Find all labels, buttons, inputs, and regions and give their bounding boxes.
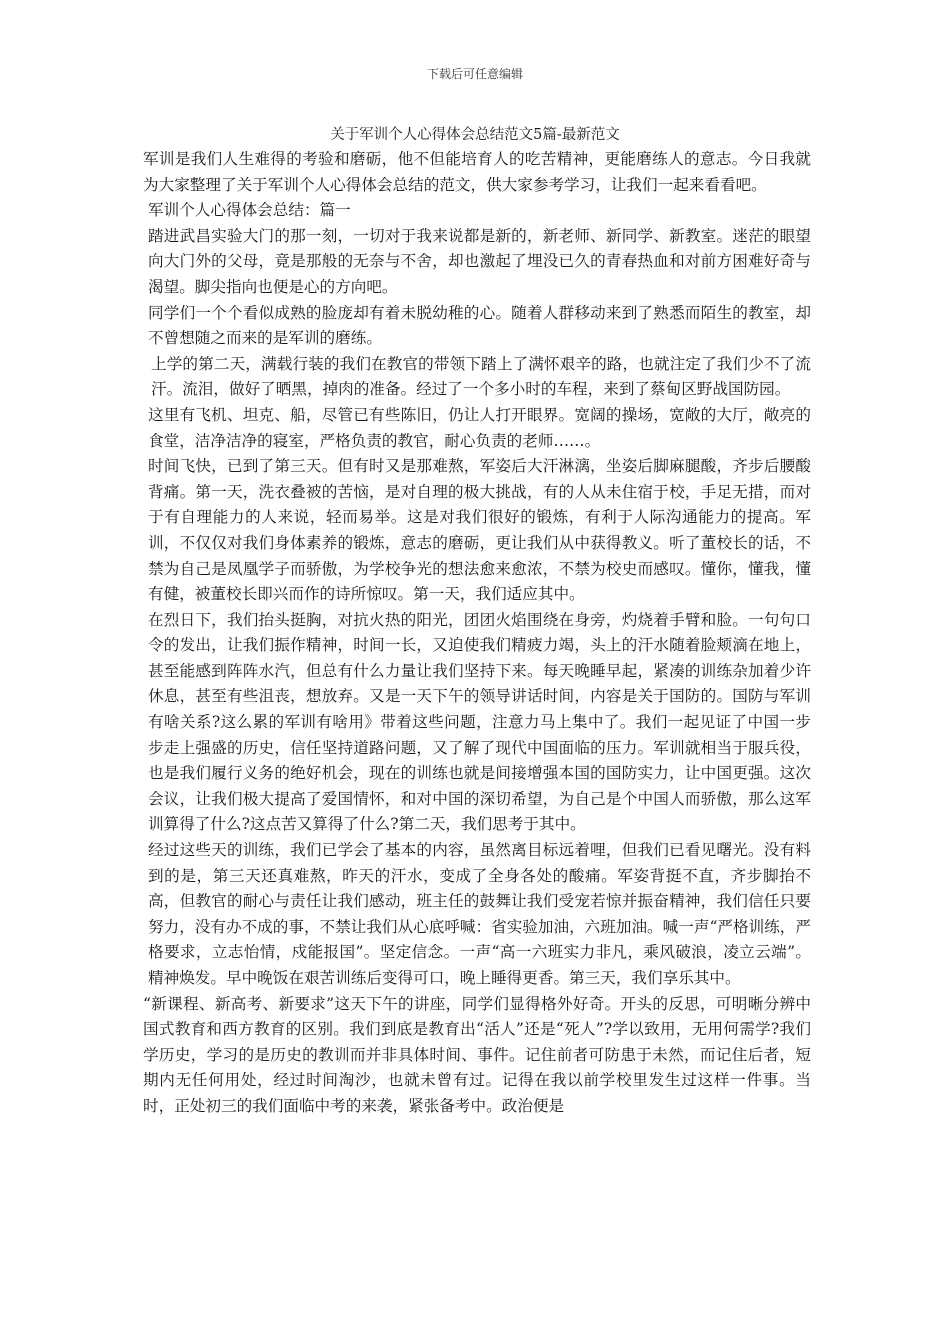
- paragraph: 这里有飞机、坦克、船，尽管已有些陈旧，仍让人打开眼界。宽阔的操场，宽敞的大厅，敞亮的食堂，洁净洁净的寝室，严格负责的教官，耐心负责的老师……。: [148, 405, 811, 450]
- section-heading: 军训个人心得体会总结：篇一: [148, 201, 351, 220]
- document-body: [143, 147, 811, 1120]
- paragraph: 在烈日下，我们抬头挺胸，对抗火热的阳光，团团火焰围绕在身旁，灼烧着手臂和脸。一句句口令的发出，让我们振作精神，时间一长，又迫使我们精疲力竭，头上的汗水随着脸颊滴在地上，甚至能感到阵阵水汽，但总有什么力量让我们坚持下来。每天晚睡早起，紧凑的训练杂加着少许休息，甚至有些沮丧，想放弃。又是一天下午的领导讲话时间，内容是关于国防的。国防与军训有啥关系?这么累的军训有啥用》带着这些问题，注意力马上集中了。我们一起见证了中国一步步走上强盛的历史，信任坚持道路问题，又了解了现代中国面临的压力。军训就相当于服兵役，也是我们履行义务的绝好机会，现在的训练也就是间接增强本国的国防实力，让中国更强。这次会议，让我们极大提高了爱国情怀，和对中国的深切希望，为自己是个中国人而骄傲，那么这军训算得了什么?这点苦又算得了什么?第二天，我们思考于其中。: [148, 610, 811, 834]
- paragraph: 同学们一个个看似成熟的脸庞却有着未脱幼稚的心。随着人群移动来到了熟悉而陌生的教室，却不曾想随之而来的是军训的磨练。: [148, 303, 811, 348]
- paragraph: 时间飞快，已到了第三天。但有时又是那难熬，军姿后大汗淋漓，坐姿后脚麻腿酸，齐步后腰酸背痛。第一天，洗衣叠被的苦恼，是对自理的极大挑战，有的人从未住宿于校，手足无措，而对于有自理能力的人来说，轻而易举。这是对我们很好的锻炼，有利于人际沟通能力的提高。军训，不仅仅对我们身体素养的锻炼，意志的磨砺，更让我们从中获得教义。听了董校长的话，不禁为自己是凤凰学子而骄傲，为学校争光的想法愈来愈浓，不禁为校史而感叹。懂你，懂我，懂有健，被董校长即兴而作的诗所惊叹。第一天，我们适应其中。: [148, 457, 811, 604]
- paragraph: 踏进武昌实验大门的那一刻，一切对于我来说都是新的，新老师、新同学、新教室。迷茫的眼望向大门外的父母，竟是那般的无奈与不舍，却也激起了埋没已久的青春热血和对前方困难好奇与渴望。脚尖指向也便是心的方向吧。: [148, 226, 811, 296]
- paragraph-intro: 军训是我们人生难得的考验和磨砺，他不但能培育人的吃苦精神，更能磨练人的意志。今日我就为大家整理了关于军训个人心得体会总结的范文，供大家参考学习，让我们一起来看看吧。: [143, 150, 811, 194]
- document-title: 关于军训个人心得体会总结范文5篇-最新范文: [330, 127, 620, 143]
- paragraph: 上学的第二天，满载行装的我们在教官的带领下踏上了满怀艰辛的路，也就注定了我们少不了流汗。流泪，做好了晒黑，掉肉的准备。经过了一个多小时的车程，来到了蔡甸区野战国防园。: [151, 354, 811, 399]
- paragraph: “新课程、新高考、新要求”这天下午的讲座，同学们显得格外好奇。开头的反思，可明晰分辨中国式教育和西方教育的区别。我们到底是教育出“活人”还是“死人”?学以致用，无用何需学?我们学历史，学习的是历史的教训而并非具体时间、事件。记住前者可防患于未然，而记住后者，短期内无任何用处，经过时间淘沙，也就未曾有过。记得在我以前学校里发生过这样一件事。当时，正处初三的我们面临中考的来袭，紧张备考中。政治便是: [143, 994, 811, 1115]
- paragraph: 经过这些天的训练，我们已学会了基本的内容，虽然离目标远着哩，但我们已看见曙光。没有料到的是，第三天还真难熬，昨天的汗水，变成了全身各处的酸痛。军姿背挺不直，齐步脚抬不高，但教官的耐心与责任让我们感动，班主任的鼓舞让我们受宠若惊并振奋精神，我们信任只要努力，没有办不成的事，不禁让我们从心底呼喊：省实验加油，六班加油。喊一声“严格训练，严格要求，立志怡情，戍能报国”。坚定信念。一声“高一六班实力非凡，乘风破浪，凌立云端”。精神焕发。早中晚饭在艰苦训练后变得可口，晚上睡得更香。第三天，我们享乐其中。: [148, 841, 811, 987]
- page-header-note: 下载后可任意编辑: [426, 67, 523, 81]
